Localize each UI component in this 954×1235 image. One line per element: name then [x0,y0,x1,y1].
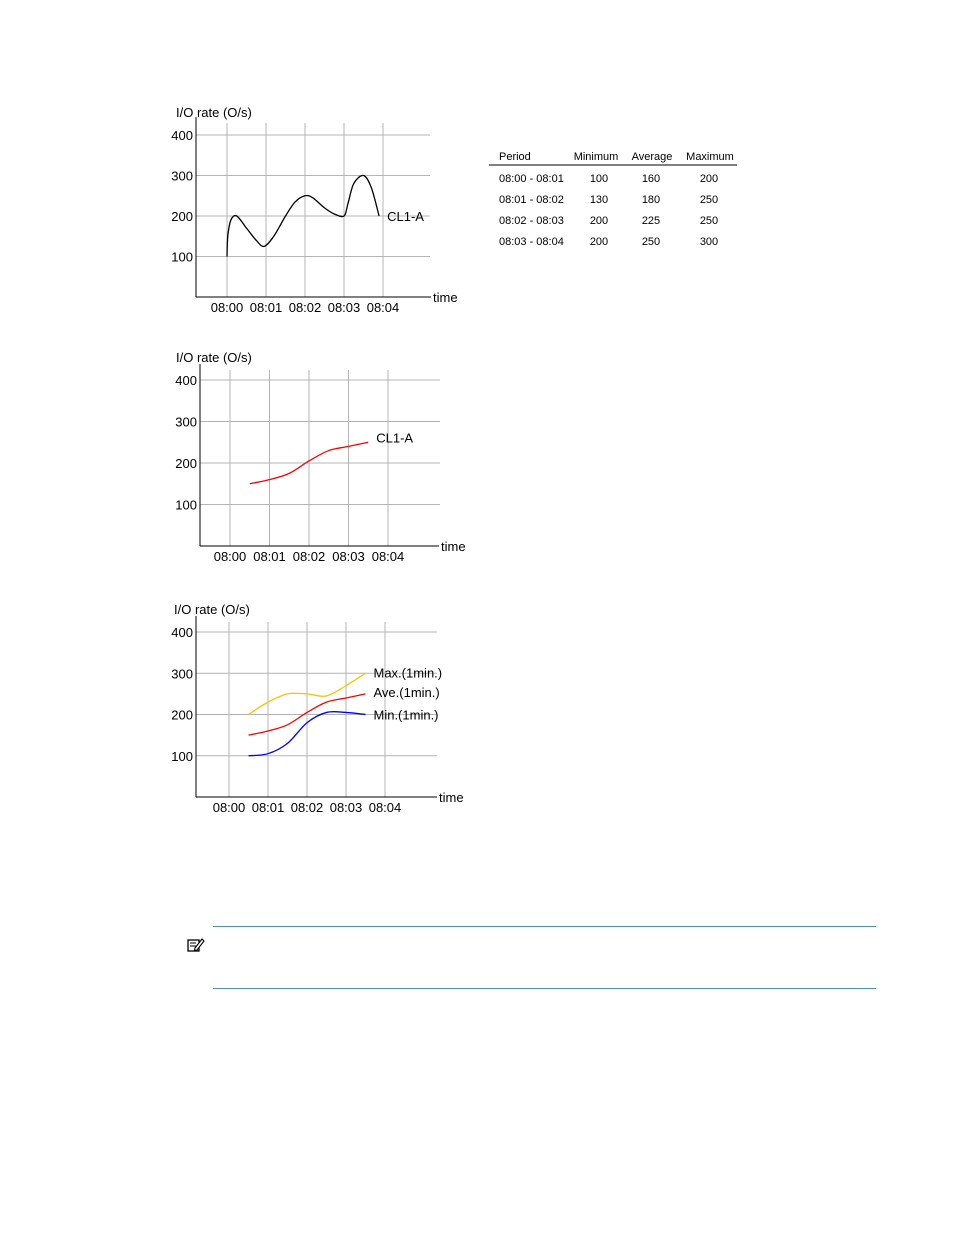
x-tick-label: 08:04 [371,549,405,564]
table-cell: 200 [589,215,609,227]
x-tick-label: 08:03 [332,549,365,564]
x-axis-title: time [433,290,458,305]
table-cell: 08:01 - 08:02 [499,194,564,206]
series-label: CL1-A [376,430,414,446]
table-header: Average [631,151,673,163]
table-cell: 180 [641,194,661,206]
y-tick-label: 400 [171,625,193,640]
table-header: Period [499,151,531,163]
y-tick-label: 100 [175,497,197,513]
x-tick-label: 08:00 [213,549,247,564]
x-tick-label: 08:03 [329,800,363,815]
series-label: CL1-A [387,209,424,224]
y-tick-label: 200 [171,707,193,723]
y-axis-title: I/O rate (O/s) [176,350,252,365]
x-tick-label: 08:01 [253,549,286,564]
x-tick-label: 08:04 [368,800,402,815]
note-top-rule [213,926,876,927]
y-tick-label: 100 [171,748,193,764]
table-cell: 08:03 - 08:04 [499,236,564,248]
table-cell: 225 [641,215,661,227]
y-tick-label: 400 [171,128,193,143]
stats-table [489,151,737,248]
table-cell: 300 [699,236,719,248]
series-label: Min.(1min.) [373,707,439,723]
x-tick-label: 08:03 [327,300,361,315]
x-tick-label: 08:00 [210,300,244,315]
x-tick-label: 08:02 [288,300,322,315]
y-tick-label: 100 [171,249,193,265]
x-tick-label: 08:02 [290,800,324,815]
x-axis-title: time [439,790,464,805]
y-axis-title: I/O rate (O/s) [174,602,250,617]
y-axis-title: I/O rate (O/s) [176,105,252,120]
series-label: Ave.(1min.) [373,684,440,700]
y-tick-label: 300 [171,666,193,682]
y-tick-label: 300 [175,414,197,430]
y-tick-label: 200 [175,456,197,471]
table-cell: 130 [589,194,609,206]
x-tick-label: 08:01 [249,300,283,315]
table-cell: 250 [641,236,661,248]
x-tick-label: 08:02 [292,549,326,564]
table-cell: 160 [641,173,661,185]
x-tick-label: 08:04 [366,300,400,315]
table-cell: 250 [699,194,719,206]
chart-1 [171,105,457,315]
table-cell: 100 [589,173,609,185]
table-cell: 250 [699,215,719,227]
chart-3 [171,602,463,815]
table-cell: 200 [589,236,609,248]
x-tick-label: 08:00 [212,800,246,815]
chart-2 [175,350,465,564]
note-bottom-rule [213,988,876,989]
table-cell: 200 [699,173,719,185]
table-header: Minimum [573,151,619,163]
y-tick-label: 400 [175,373,197,388]
table-cell: 08:02 - 08:03 [499,215,564,227]
y-tick-label: 300 [171,168,193,184]
table-cell: 08:00 - 08:01 [499,173,564,185]
series-label: Max.(1min.) [373,665,443,681]
table-header: Maximum [686,151,734,163]
x-axis-title: time [441,539,466,554]
y-tick-label: 200 [171,209,193,224]
x-tick-label: 08:01 [251,800,285,815]
